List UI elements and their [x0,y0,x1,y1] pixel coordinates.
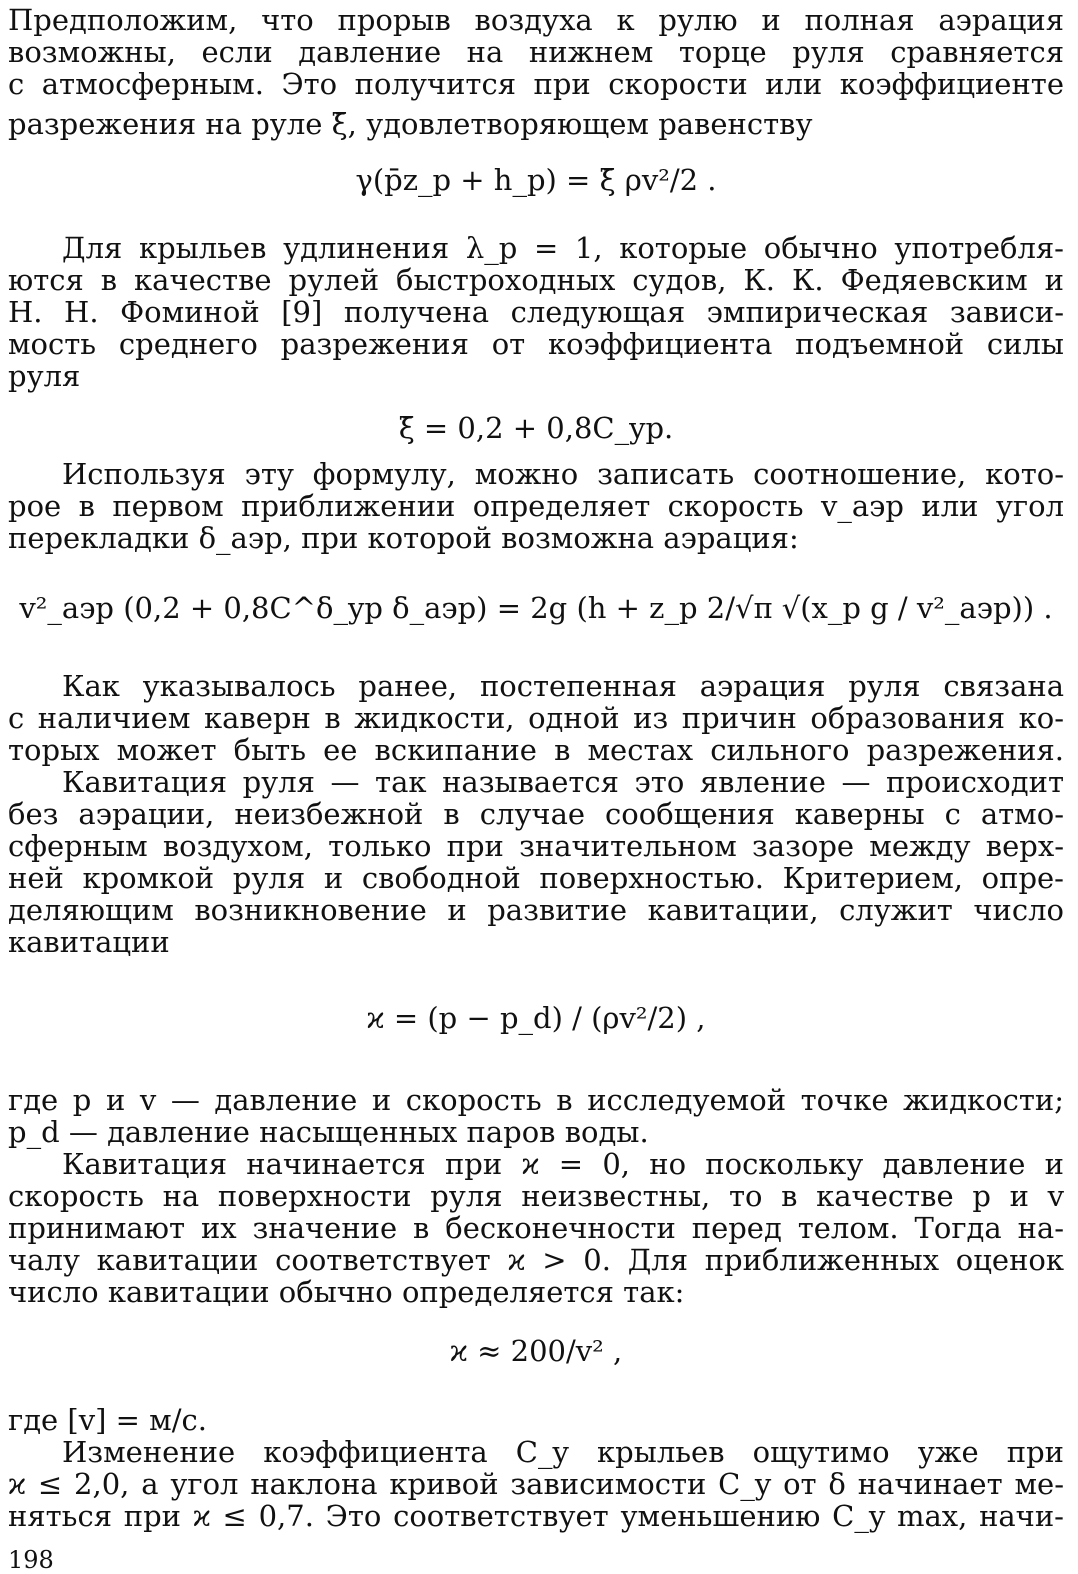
text-line: няться при ϰ ≤ 0,7. Это соответствует уменьшению C_y max, начи- [8,1499,1064,1533]
text-line: чалу кавитации соответствует ϰ > 0. Для приближенных оценок [8,1243,1064,1277]
equation-aeration-velocity: v²_аэр (0,2 + 0,8C^δ_yp δ_аэр) = 2g (h + z_p 2/√π √(x_p g / v²_аэр)) . [19,591,1053,625]
text-line: где [v] = м/с. [8,1403,207,1437]
equation-cavitation-number: ϰ = (p − p_d) / (ρv²/2) , [366,1001,706,1035]
text-line: ются в качестве рулей быстроходных судов, К. К. Федяевским и [8,263,1064,297]
text-line: где p и v — давление и скорость в исследуемой точке жидкости; [8,1083,1064,1117]
text-line: руля [8,359,81,393]
text-line: Н. Н. Фоминой [9] получена следующая эмпирическая зависи- [8,295,1064,329]
text-line: Кавитация руля — так называется это явление — происходит [62,765,1064,799]
text-line: деляющим возникновение и развитие кавитации, служит число [8,893,1064,927]
text-line: p_d — давление насыщенных паров воды. [8,1115,649,1149]
text-line: сферным воздухом, только при значительном зазоре между верх- [8,829,1064,863]
text-line: скорость на поверхности руля неизвестны, то в качестве p и v [8,1179,1064,1213]
text-line: ϰ ≤ 2,0, а угол наклона кривой зависимости C_y от δ начинает ме- [8,1467,1064,1501]
text-line: Кавитация начинается при ϰ = 0, но поскольку давление и [62,1147,1064,1181]
text-line: Используя эту формулу, можно записать соотношение, кото- [62,457,1064,491]
text-line: Для крыльев удлинения λ_p = 1, которые обычно употребля- [62,231,1064,265]
equation-cavitation-estimate: ϰ ≈ 200/v² , [449,1334,623,1368]
text-line: перекладки δ_аэр, при которой возможна аэрация: [8,521,799,555]
equation-mean-rarefaction: ξ̄ = 0,2 + 0,8C_yp. [398,411,674,445]
text-line: Как указывалось ранее, постепенная аэрация руля связана [62,669,1064,703]
text-line: мость среднего разрежения от коэффициента подъемной силы [8,327,1064,361]
text-line: ней кромкой руля и свободной поверхностью. Критерием, опре- [8,861,1064,895]
text-line: число кавитации обычно определяется так: [8,1275,685,1309]
page-number: 198 [8,1546,54,1574]
text-line: возможны, если давление на нижнем торце руля сравняется [8,35,1064,69]
text-line: разрежения на руле ξ̄, удовлетворяющем равенству [8,107,813,141]
text-line: Предположим, что прорыв воздуха к рулю и полная аэрация [8,3,1064,37]
text-line: рое в первом приближении определяет скорость v_аэр или угол [8,489,1064,523]
text-line: принимают их значение в бесконечности перед телом. Тогда на- [8,1211,1064,1245]
equation-aeration-condition: γ(p̄z_p + h_p) = ξ̄ ρv²/2 . [355,163,717,197]
text-line: кавитации [8,925,170,959]
text-line: с атмосферным. Это получится при скорости или коэффициенте [8,67,1064,101]
text-line: без аэрации, неизбежной в случае сообщения каверны с атмо- [8,797,1064,831]
text-line: Изменение коэффициента C_y крыльев ощутимо уже при [62,1435,1064,1469]
text-line: с наличием каверн в жидкости, одной из причин образования ко- [8,701,1064,735]
text-line: торых может быть ее вскипание в местах сильного разрежения. [8,733,1064,767]
